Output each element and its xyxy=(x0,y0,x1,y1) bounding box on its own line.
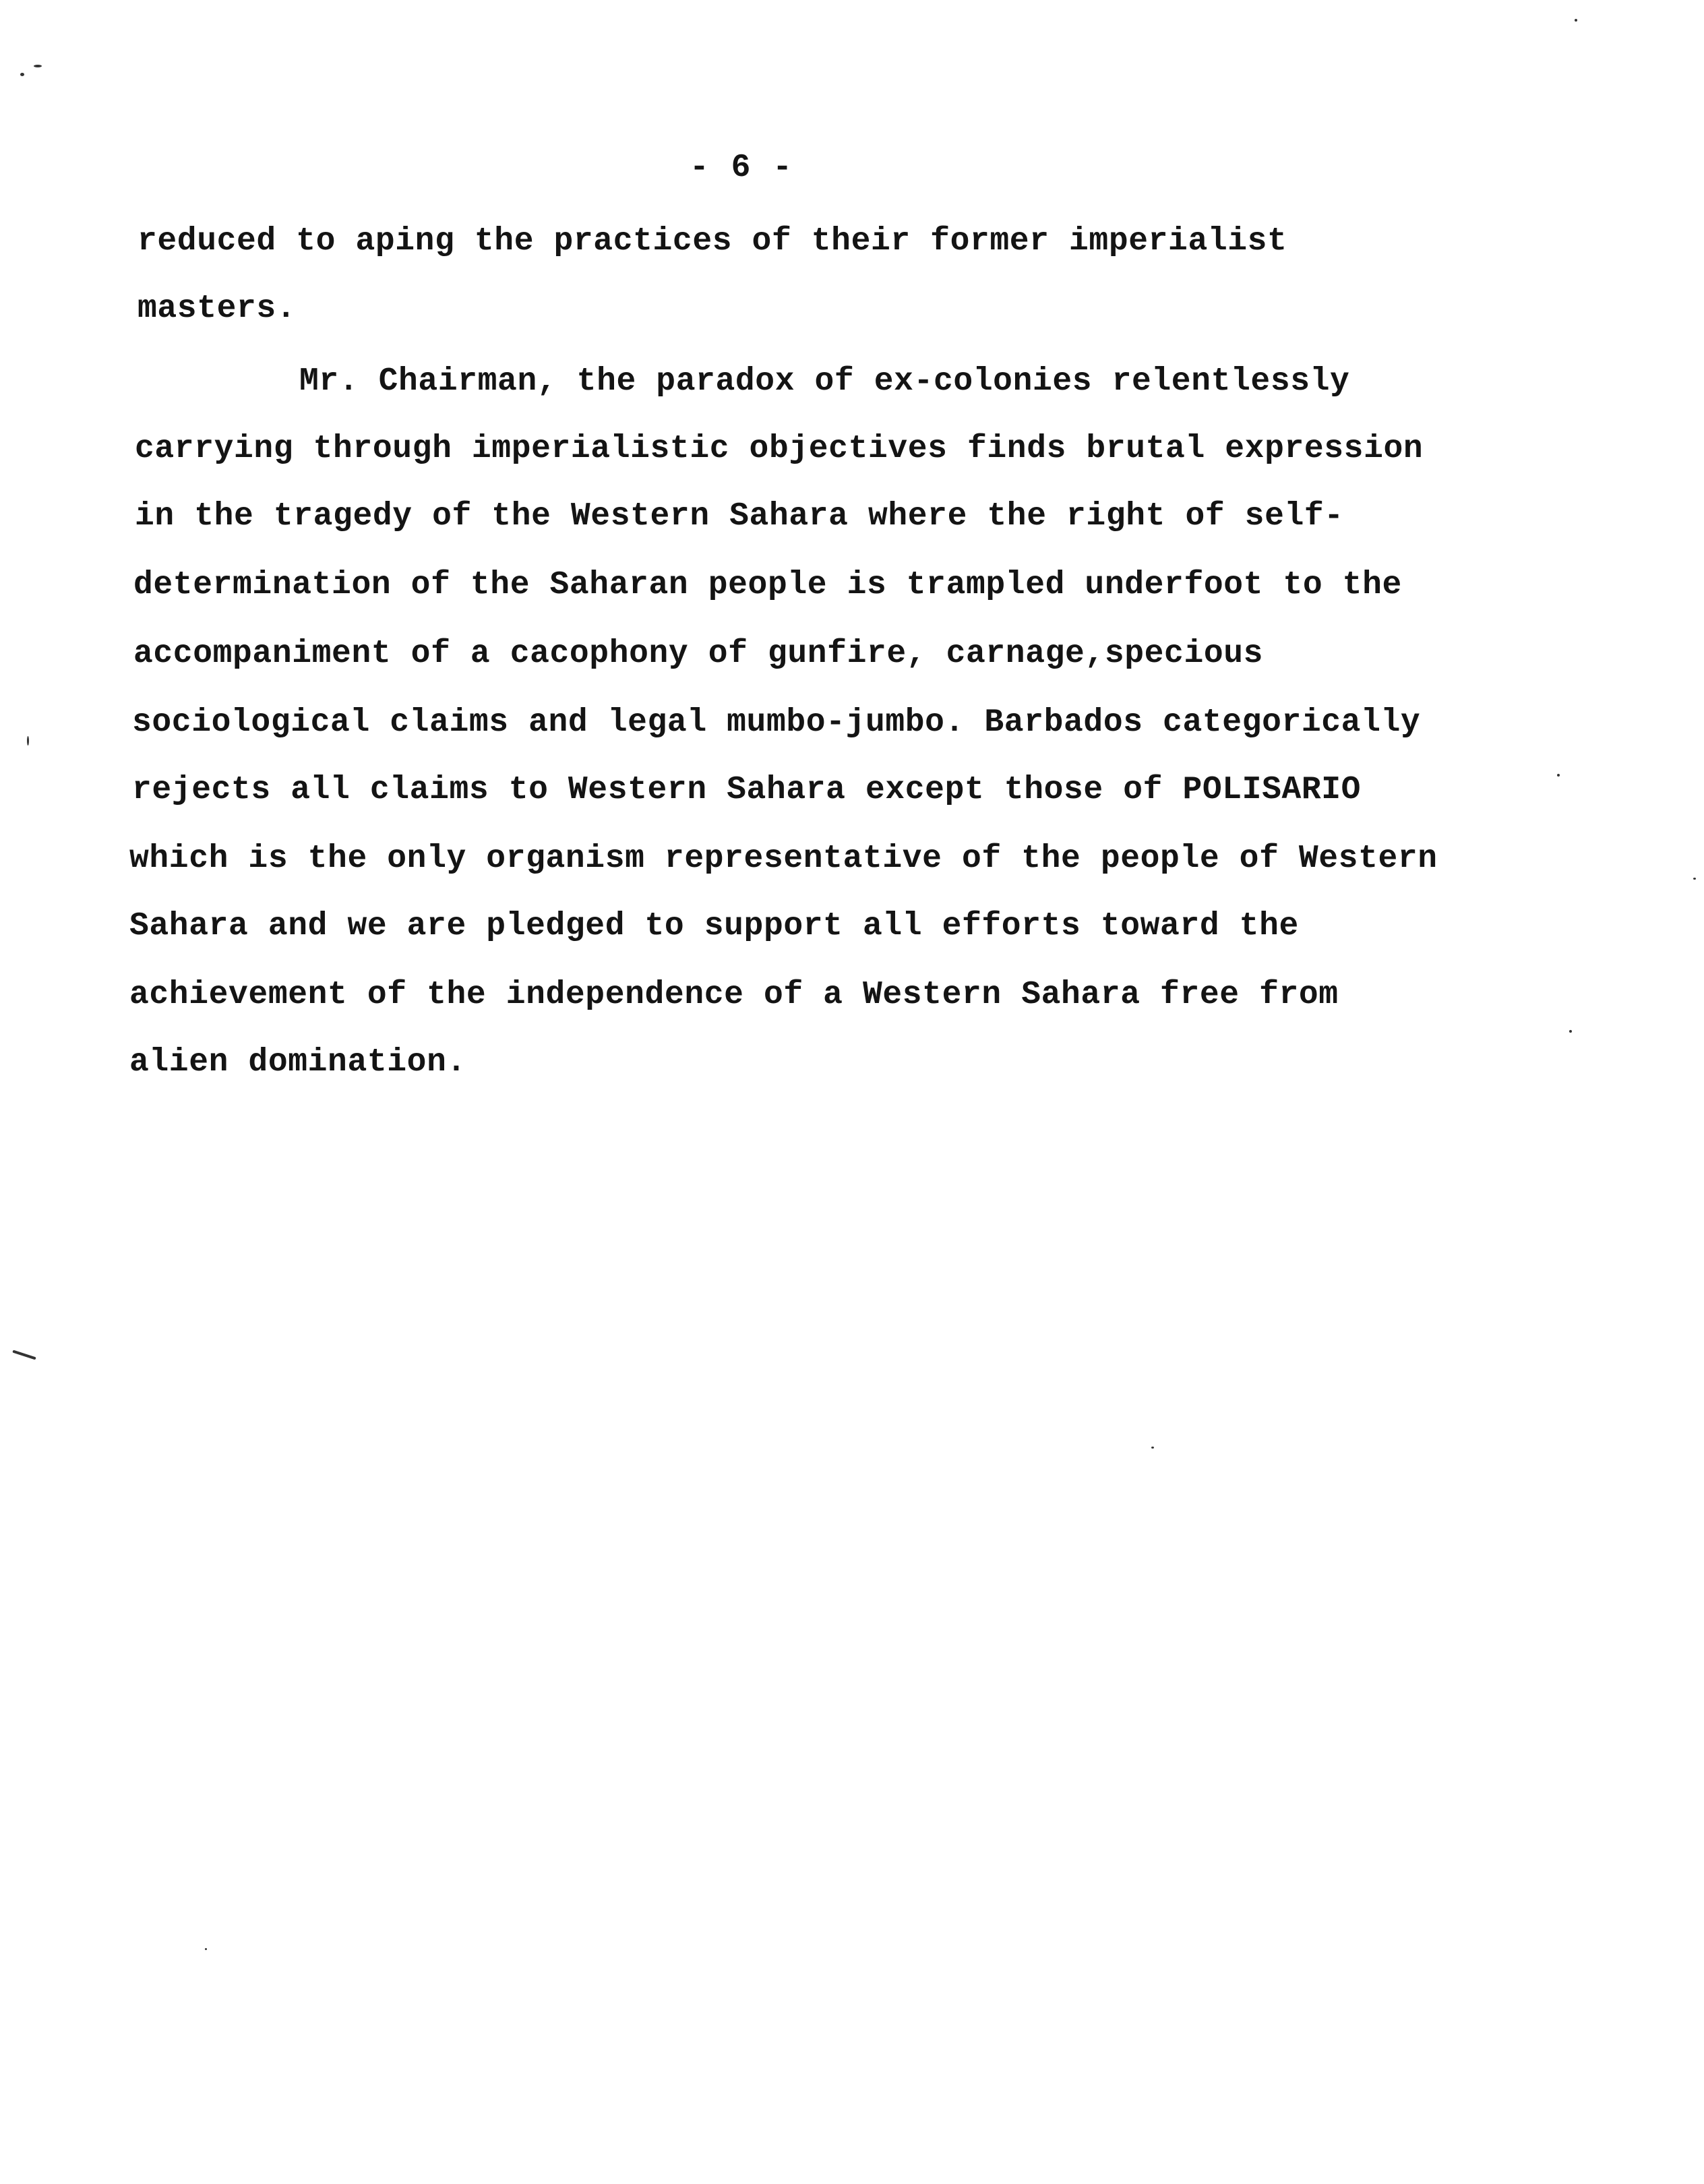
paragraph-2-line-5: accompaniment of a cacophony of gunfire, carnage,specious xyxy=(133,636,1264,672)
scan-speck xyxy=(20,73,24,76)
paragraph-1-line-2: masters. xyxy=(138,291,297,327)
paragraph-2-line-7: rejects all claims to Western Sahara except those of POLISARIO xyxy=(132,772,1362,808)
paragraph-2-line-2: carrying through imperialistic objectives finds brutal expression xyxy=(135,431,1424,467)
paragraph-2-line-1: Mr. Chairman, the paradox of ex-colonies relentlessly xyxy=(299,363,1350,400)
paragraph-2-line-10: achievement of the independence of a Western Sahara free from xyxy=(129,977,1339,1013)
scan-speck xyxy=(205,1948,207,1950)
page-number: - 6 - xyxy=(689,150,794,186)
scan-speck xyxy=(1575,19,1577,22)
scan-speck xyxy=(1151,1447,1154,1449)
paragraph-2-line-4: determination of the Saharan people is trampled underfoot to the xyxy=(133,567,1402,603)
paragraph-2-line-3: in the tragedy of the Western Sahara where the right of self- xyxy=(135,498,1344,535)
scan-speck xyxy=(1557,774,1560,777)
scan-speck xyxy=(1569,1030,1572,1033)
paragraph-2-line-6: sociological claims and legal mumbo-jumbo. Barbados categorically xyxy=(132,704,1421,741)
scan-speck xyxy=(27,736,29,746)
scan-speck xyxy=(34,65,42,67)
paragraph-1-line-1: reduced to aping the practices of their former imperialist xyxy=(138,223,1287,260)
paragraph-2-line-8: which is the only organism representative of the people of Western xyxy=(129,841,1438,877)
paragraph-2-line-11: alien domination. xyxy=(129,1044,466,1081)
scan-speck xyxy=(1693,878,1696,880)
scan-speck xyxy=(12,1350,36,1360)
paragraph-2-line-9: Sahara and we are pledged to support all efforts toward the xyxy=(129,908,1299,944)
